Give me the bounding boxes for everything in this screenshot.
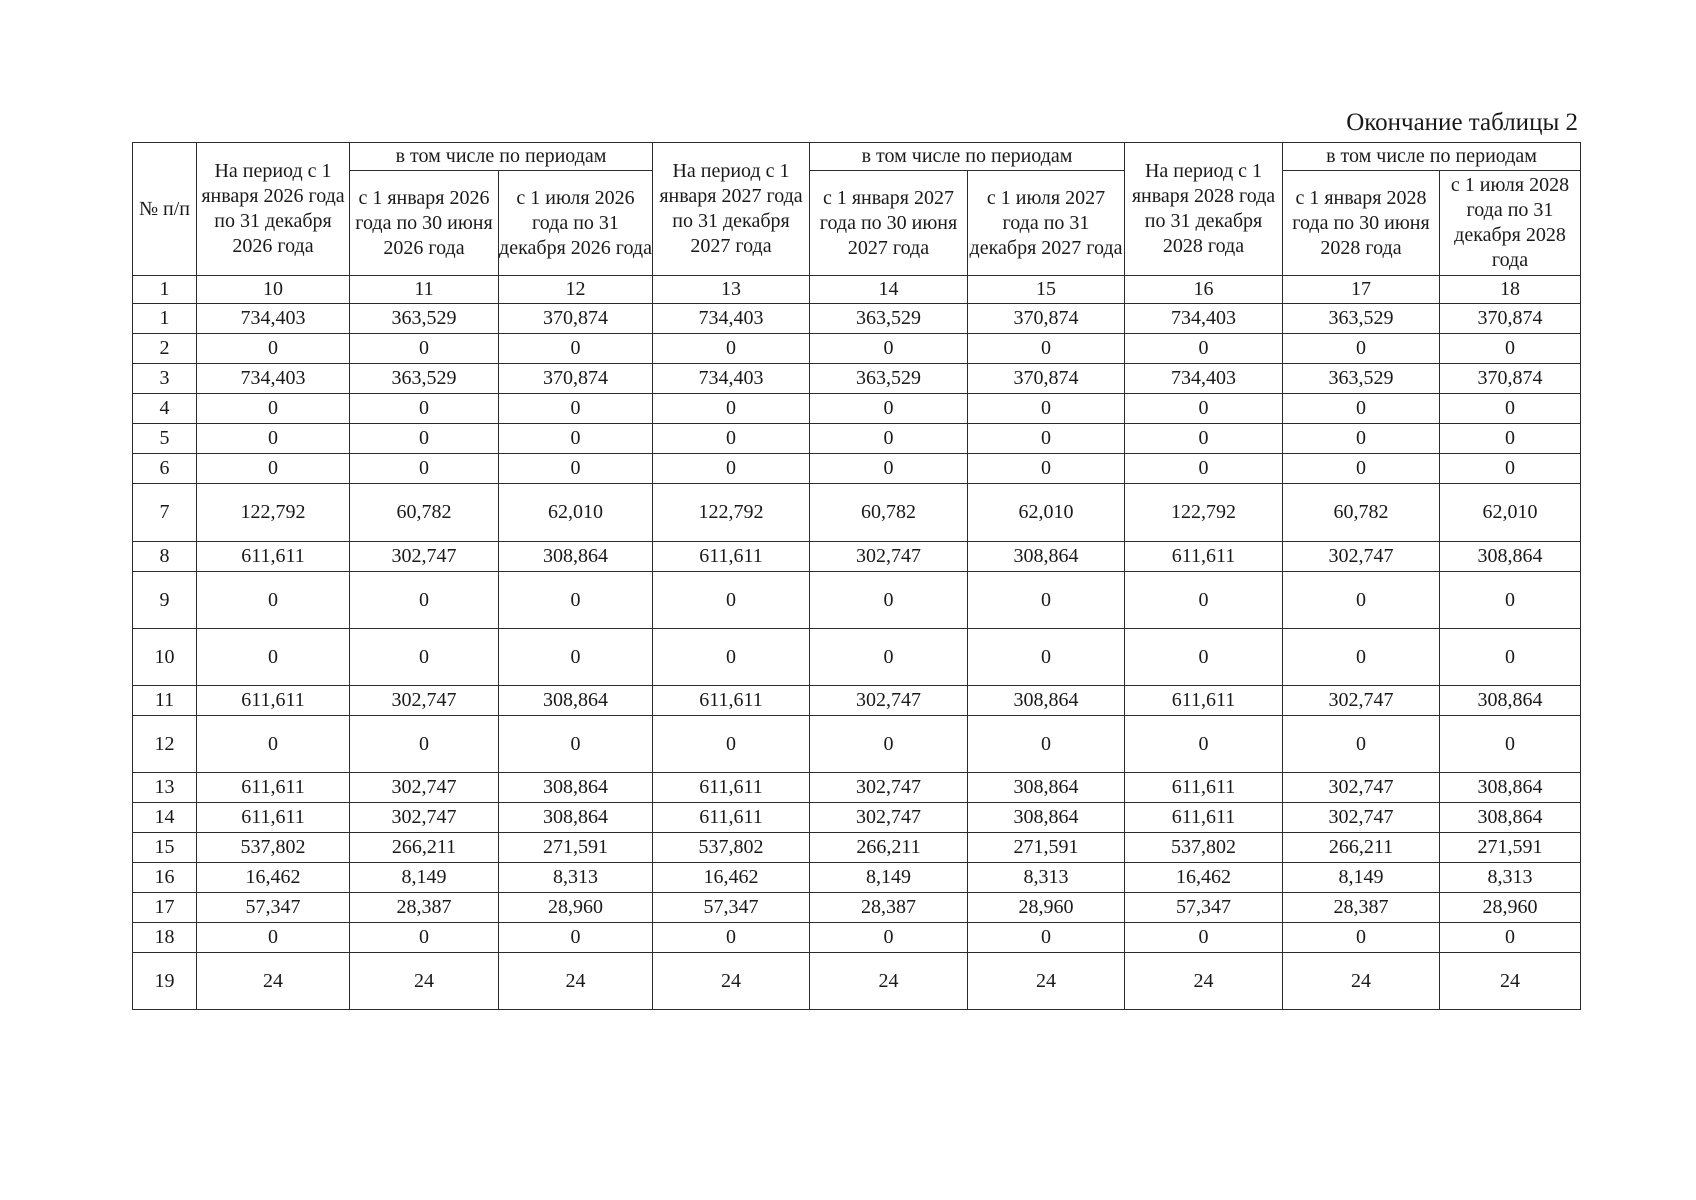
table-cell: 271,591 xyxy=(1440,833,1581,863)
table-cell: 16,462 xyxy=(653,863,810,893)
table-cell: 302,747 xyxy=(1283,773,1440,803)
table-cell: 0 xyxy=(1440,334,1581,364)
table-cell: 0 xyxy=(1125,454,1283,484)
table-cell: 8,313 xyxy=(968,863,1125,893)
table-cell: 611,611 xyxy=(1125,803,1283,833)
table-cell: 28,960 xyxy=(499,893,653,923)
table-cell: 308,864 xyxy=(499,803,653,833)
table-row xyxy=(133,424,1581,454)
header-including-2026: в том числе по периодам xyxy=(350,143,653,171)
table-cell: 122,792 xyxy=(653,484,810,542)
table-cell: 0 xyxy=(1440,923,1581,953)
header-h1-2026: с 1 января 2026 года по 30 июня 2026 года xyxy=(350,171,499,276)
table-cell: 302,747 xyxy=(350,542,499,572)
table-cell: 0 xyxy=(653,923,810,953)
header-num-col: № п/п xyxy=(133,143,197,276)
table-cell: 24 xyxy=(1283,953,1440,1010)
table-cell: 0 xyxy=(1440,394,1581,424)
table-cell: 734,403 xyxy=(1125,364,1283,394)
table-cell: 0 xyxy=(1440,424,1581,454)
table-cell: 0 xyxy=(968,334,1125,364)
table-cell: 0 xyxy=(810,454,968,484)
table-cell: 363,529 xyxy=(810,364,968,394)
table-cell: 302,747 xyxy=(350,773,499,803)
table-cell: 28,387 xyxy=(1283,893,1440,923)
table-row xyxy=(133,716,1581,773)
table-cell: 734,403 xyxy=(1125,304,1283,334)
table-cell: 0 xyxy=(499,334,653,364)
table-cell: 537,802 xyxy=(1125,833,1283,863)
table-cell: 8,313 xyxy=(1440,863,1581,893)
table-cell: 0 xyxy=(653,629,810,686)
table-cell: 0 xyxy=(810,334,968,364)
table-cell: 308,864 xyxy=(968,803,1125,833)
column-number: 18 xyxy=(1440,276,1581,304)
row-number: 12 xyxy=(133,716,197,773)
header-h1-2028: с 1 января 2028 года по 30 июня 2028 года xyxy=(1283,171,1440,276)
row-number: 17 xyxy=(133,893,197,923)
table-cell: 611,611 xyxy=(197,542,350,572)
table-cell: 611,611 xyxy=(197,686,350,716)
table-cell: 0 xyxy=(1440,454,1581,484)
table-cell: 302,747 xyxy=(810,686,968,716)
table-cell: 0 xyxy=(197,923,350,953)
table-cell: 0 xyxy=(350,454,499,484)
table-cell: 0 xyxy=(1125,572,1283,629)
row-number: 4 xyxy=(133,394,197,424)
table-cell: 0 xyxy=(197,334,350,364)
table-cell: 611,611 xyxy=(1125,686,1283,716)
table-cell: 24 xyxy=(810,953,968,1010)
table-cell: 0 xyxy=(810,923,968,953)
table-row xyxy=(133,484,1581,542)
column-number: 17 xyxy=(1283,276,1440,304)
table-cell: 0 xyxy=(197,572,350,629)
table-cell: 302,747 xyxy=(810,773,968,803)
table-cell: 0 xyxy=(350,424,499,454)
table-cell: 370,874 xyxy=(1440,304,1581,334)
column-number: 14 xyxy=(810,276,968,304)
table-cell: 0 xyxy=(499,394,653,424)
table-cell: 57,347 xyxy=(197,893,350,923)
table-cell: 0 xyxy=(1283,394,1440,424)
table-cell: 0 xyxy=(1283,334,1440,364)
table-cell: 0 xyxy=(499,923,653,953)
column-number: 10 xyxy=(197,276,350,304)
table-cell: 0 xyxy=(653,424,810,454)
column-numbers-row xyxy=(133,276,1581,304)
row-number: 19 xyxy=(133,953,197,1010)
table-cell: 0 xyxy=(1283,572,1440,629)
row-number: 5 xyxy=(133,424,197,454)
table-cell: 363,529 xyxy=(1283,304,1440,334)
table-cell: 28,960 xyxy=(1440,893,1581,923)
table-cell: 0 xyxy=(968,923,1125,953)
table-cell: 734,403 xyxy=(653,364,810,394)
table-cell: 370,874 xyxy=(968,304,1125,334)
table-cell: 302,747 xyxy=(350,803,499,833)
table-row xyxy=(133,629,1581,686)
table-cell: 734,403 xyxy=(197,364,350,394)
table-cell: 308,864 xyxy=(968,542,1125,572)
table-cell: 0 xyxy=(653,334,810,364)
table-cell: 0 xyxy=(1125,716,1283,773)
column-number: 11 xyxy=(350,276,499,304)
table-cell: 0 xyxy=(1440,572,1581,629)
row-number: 13 xyxy=(133,773,197,803)
table-cell: 0 xyxy=(968,572,1125,629)
table-cell: 0 xyxy=(968,424,1125,454)
table-cell: 0 xyxy=(1283,629,1440,686)
table-cell: 0 xyxy=(1125,394,1283,424)
row-number: 15 xyxy=(133,833,197,863)
table-cell: 24 xyxy=(968,953,1125,1010)
table-row xyxy=(133,803,1581,833)
table-cell: 16,462 xyxy=(1125,863,1283,893)
column-number: 13 xyxy=(653,276,810,304)
table-row xyxy=(133,572,1581,629)
table-cell: 370,874 xyxy=(968,364,1125,394)
header-h2-2028: с 1 июля 2028 года по 31 декабря 2028 года xyxy=(1440,171,1581,276)
table-cell: 24 xyxy=(499,953,653,1010)
table-cell: 611,611 xyxy=(1125,773,1283,803)
table-row xyxy=(133,833,1581,863)
table-cell: 62,010 xyxy=(499,484,653,542)
row-number: 3 xyxy=(133,364,197,394)
table-cell: 308,864 xyxy=(1440,542,1581,572)
header-including-2027: в том числе по периодам xyxy=(810,143,1125,171)
row-number: 6 xyxy=(133,454,197,484)
header-period-2026: На период с 1 января 2026 года по 31 декабря 2026 года xyxy=(197,143,350,276)
table-cell: 611,611 xyxy=(653,542,810,572)
header-including-2028: в том числе по периодам xyxy=(1283,143,1581,171)
table-row xyxy=(133,953,1581,1010)
table-cell: 308,864 xyxy=(499,773,653,803)
table-cell: 62,010 xyxy=(968,484,1125,542)
header-period-2027: На период с 1 января 2027 года по 31 декабря 2027 года xyxy=(653,143,810,276)
table-cell: 0 xyxy=(653,454,810,484)
table-cell: 0 xyxy=(350,923,499,953)
table-cell: 302,747 xyxy=(810,803,968,833)
table-cell: 537,802 xyxy=(653,833,810,863)
table-row xyxy=(133,893,1581,923)
table-cell: 8,149 xyxy=(1283,863,1440,893)
header-row-top xyxy=(133,143,1581,171)
table-cell: 271,591 xyxy=(499,833,653,863)
table-row xyxy=(133,773,1581,803)
table-cell: 308,864 xyxy=(968,773,1125,803)
row-number: 16 xyxy=(133,863,197,893)
row-number: 9 xyxy=(133,572,197,629)
table-cell: 0 xyxy=(810,716,968,773)
table-cell: 0 xyxy=(810,424,968,454)
table-cell: 302,747 xyxy=(1283,542,1440,572)
table-cell: 122,792 xyxy=(197,484,350,542)
table-row xyxy=(133,454,1581,484)
table-cell: 0 xyxy=(810,629,968,686)
table-cell: 0 xyxy=(197,424,350,454)
header-h2-2026: с 1 июля 2026 года по 31 декабря 2026 года xyxy=(499,171,653,276)
table-row xyxy=(133,304,1581,334)
table-cell: 28,960 xyxy=(968,893,1125,923)
table-cell: 266,211 xyxy=(1283,833,1440,863)
row-number: 8 xyxy=(133,542,197,572)
table-cell: 8,149 xyxy=(350,863,499,893)
table-cell: 0 xyxy=(350,716,499,773)
table-cell: 0 xyxy=(350,394,499,424)
table-cell: 0 xyxy=(810,572,968,629)
table-caption: Окончание таблицы 2 xyxy=(1346,109,1578,136)
row-number: 18 xyxy=(133,923,197,953)
table-cell: 0 xyxy=(499,572,653,629)
table-cell: 0 xyxy=(499,716,653,773)
column-number: 12 xyxy=(499,276,653,304)
table-cell: 28,387 xyxy=(810,893,968,923)
table-cell: 0 xyxy=(499,454,653,484)
table-cell: 0 xyxy=(1125,629,1283,686)
table-body xyxy=(133,304,1581,1010)
table-cell: 60,782 xyxy=(1283,484,1440,542)
table-row xyxy=(133,686,1581,716)
table-cell: 308,864 xyxy=(499,686,653,716)
table-cell: 0 xyxy=(968,716,1125,773)
table-cell: 611,611 xyxy=(197,773,350,803)
table-cell: 0 xyxy=(968,394,1125,424)
header-h1-2027: с 1 января 2027 года по 30 июня 2027 года xyxy=(810,171,968,276)
table-cell: 266,211 xyxy=(350,833,499,863)
table-cell: 0 xyxy=(653,716,810,773)
table-cell: 363,529 xyxy=(350,364,499,394)
table-cell: 611,611 xyxy=(653,686,810,716)
table-cell: 0 xyxy=(653,572,810,629)
table-cell: 0 xyxy=(1125,424,1283,454)
table-cell: 28,387 xyxy=(350,893,499,923)
table-cell: 0 xyxy=(499,424,653,454)
table-cell: 734,403 xyxy=(653,304,810,334)
table-cell: 308,864 xyxy=(1440,686,1581,716)
table-cell: 0 xyxy=(350,334,499,364)
row-number: 11 xyxy=(133,686,197,716)
table-cell: 24 xyxy=(653,953,810,1010)
table-cell: 266,211 xyxy=(810,833,968,863)
table-cell: 0 xyxy=(968,454,1125,484)
row-number: 14 xyxy=(133,803,197,833)
table-cell: 24 xyxy=(1125,953,1283,1010)
table-cell: 611,611 xyxy=(653,773,810,803)
data-table xyxy=(132,142,1581,1010)
table-cell: 0 xyxy=(653,394,810,424)
header-row-sub xyxy=(133,171,1581,276)
header-period-2028: На период с 1 января 2028 года по 31 декабря 2028 года xyxy=(1125,143,1283,276)
table-cell: 370,874 xyxy=(499,364,653,394)
table-cell: 0 xyxy=(197,629,350,686)
table-cell: 611,611 xyxy=(653,803,810,833)
table-cell: 0 xyxy=(197,394,350,424)
table-row xyxy=(133,863,1581,893)
table-cell: 0 xyxy=(350,629,499,686)
table-row xyxy=(133,334,1581,364)
table-cell: 363,529 xyxy=(350,304,499,334)
table-cell: 302,747 xyxy=(1283,686,1440,716)
table-cell: 302,747 xyxy=(350,686,499,716)
row-number: 7 xyxy=(133,484,197,542)
table-cell: 62,010 xyxy=(1440,484,1581,542)
table-cell: 8,313 xyxy=(499,863,653,893)
table-cell: 363,529 xyxy=(1283,364,1440,394)
column-number: 15 xyxy=(968,276,1125,304)
table-cell: 302,747 xyxy=(1283,803,1440,833)
table-cell: 308,864 xyxy=(1440,803,1581,833)
table-cell: 0 xyxy=(968,629,1125,686)
table-row xyxy=(133,542,1581,572)
table-cell: 24 xyxy=(350,953,499,1010)
table-cell: 0 xyxy=(1283,454,1440,484)
table-cell: 122,792 xyxy=(1125,484,1283,542)
column-number: 16 xyxy=(1125,276,1283,304)
table-row xyxy=(133,364,1581,394)
header-h2-2027: с 1 июля 2027 года по 31 декабря 2027 года xyxy=(968,171,1125,276)
table-cell: 370,874 xyxy=(1440,364,1581,394)
table-cell: 8,149 xyxy=(810,863,968,893)
table-cell: 0 xyxy=(1125,923,1283,953)
table-cell: 24 xyxy=(197,953,350,1010)
row-number: 2 xyxy=(133,334,197,364)
table-cell: 24 xyxy=(1440,953,1581,1010)
table-cell: 0 xyxy=(197,716,350,773)
table-cell: 60,782 xyxy=(350,484,499,542)
table-cell: 537,802 xyxy=(197,833,350,863)
table-cell: 0 xyxy=(197,454,350,484)
table-cell: 60,782 xyxy=(810,484,968,542)
table-cell: 370,874 xyxy=(499,304,653,334)
table-cell: 308,864 xyxy=(968,686,1125,716)
column-number: 1 xyxy=(133,276,197,304)
table-cell: 0 xyxy=(1283,424,1440,454)
table-cell: 363,529 xyxy=(810,304,968,334)
table-cell: 734,403 xyxy=(197,304,350,334)
table-cell: 308,864 xyxy=(499,542,653,572)
table-cell: 57,347 xyxy=(653,893,810,923)
table-cell: 16,462 xyxy=(197,863,350,893)
table-cell: 0 xyxy=(1283,716,1440,773)
table-cell: 0 xyxy=(1125,334,1283,364)
row-number: 1 xyxy=(133,304,197,334)
table-cell: 611,611 xyxy=(197,803,350,833)
table-cell: 0 xyxy=(1440,716,1581,773)
table-cell: 57,347 xyxy=(1125,893,1283,923)
row-number: 10 xyxy=(133,629,197,686)
table-row xyxy=(133,923,1581,953)
table-cell: 308,864 xyxy=(1440,773,1581,803)
table-cell: 0 xyxy=(810,394,968,424)
table-cell: 0 xyxy=(1283,923,1440,953)
table-cell: 611,611 xyxy=(1125,542,1283,572)
table-cell: 0 xyxy=(499,629,653,686)
table-cell: 0 xyxy=(1440,629,1581,686)
table-cell: 302,747 xyxy=(810,542,968,572)
table-cell: 271,591 xyxy=(968,833,1125,863)
table-row xyxy=(133,394,1581,424)
table-cell: 0 xyxy=(350,572,499,629)
